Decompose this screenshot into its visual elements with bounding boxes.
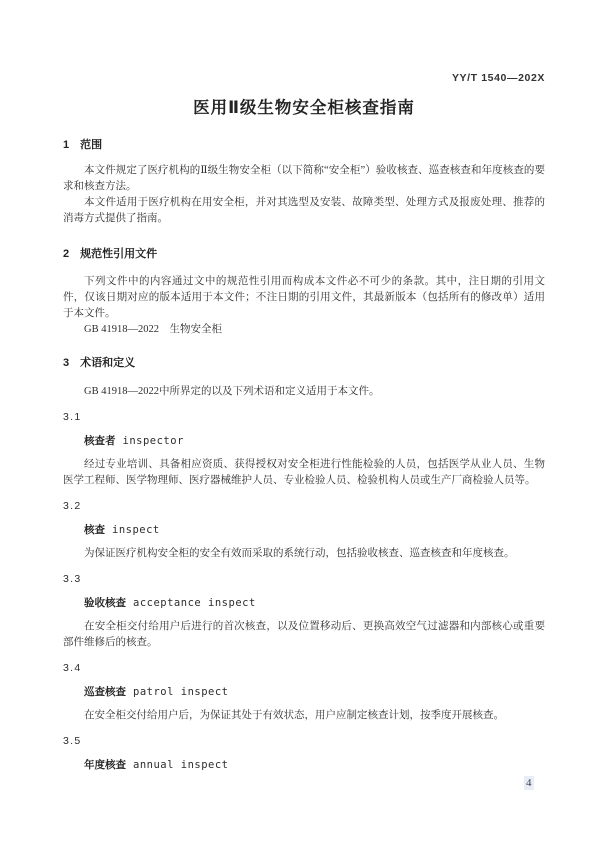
term-english: inspector <box>122 435 184 447</box>
term-clause <box>63 734 545 773</box>
section-heading-label: 规范性引用文件 <box>80 248 158 260</box>
section-number: 3 <box>63 357 70 369</box>
term-chinese: 巡查核查 <box>84 686 126 698</box>
term-clause <box>63 572 545 651</box>
clause-number: 3.5 <box>63 735 82 747</box>
section-number: 2 <box>63 248 70 260</box>
body-paragraph: 本文件规定了医疗机构的Ⅱ级生物安全柜（以下简称“安全柜”）验收核查、巡查核查和年度核查的要求和核查方法。 <box>63 165 545 192</box>
term-english: annual inspect <box>133 759 229 771</box>
term-line <box>63 434 545 449</box>
term-chinese: 验收核查 <box>84 597 126 609</box>
term-line <box>63 758 545 773</box>
clause-number: 3.3 <box>63 573 82 585</box>
term-english: inspect <box>112 524 160 536</box>
term-definition: 在安全柜交付给用户后进行的首次核查，以及位置移动后、更换高效空气过滤器和内部核心或重要部件维修后的核查。 <box>63 621 545 648</box>
terms-intro-paragraph: GB 41918—2022中所界定的以及下列术语和定义适用于本文件。 <box>84 386 380 397</box>
section-heading-label: 范围 <box>80 139 103 151</box>
term-english: acceptance inspect <box>133 597 256 609</box>
term-chinese: 年度核查 <box>84 759 126 771</box>
standard-doc-number: YY/T 1540—202X <box>451 72 545 84</box>
term-line <box>63 523 545 538</box>
page-number: 4 <box>526 777 532 789</box>
term-clause <box>63 410 545 489</box>
term-chinese: 核查者 <box>84 435 116 447</box>
term-clause <box>63 499 545 562</box>
clause-number: 3.1 <box>63 411 82 423</box>
section-heading-terms <box>63 356 545 371</box>
term-definition: 为保证医疗机构安全柜的安全有效而采取的系统行动，包括验收核查、巡查核查和年度核查。 <box>84 548 515 559</box>
term-definition: 在安全柜交付给用户后，为保证其处于有效状态，用户应制定核查计划，按季度开展核查。 <box>84 710 504 721</box>
term-line <box>63 685 545 700</box>
term-clause <box>63 661 545 724</box>
clause-number: 3.2 <box>63 500 82 512</box>
section-heading-scope <box>63 138 545 153</box>
reference-entry: GB 41918—2022 生物安全柜 <box>84 324 222 335</box>
body-paragraph: 本文件适用于医疗机构在用安全柜，并对其选型及安装、故障类型、处理方式及报废处理、推荐的消毒方式提供了指南。 <box>63 197 545 224</box>
section-number: 1 <box>63 139 70 151</box>
term-english: patrol inspect <box>133 686 229 698</box>
clause-number: 3.4 <box>63 662 82 674</box>
body-paragraph: 下列文件中的内容通过文中的规范性引用而构成本文件必不可少的条款。其中，注日期的引用文件，仅该日期对应的版本适用于本文件；不注日期的引用文件，其最新版本（包括所有的修改单）适用于本文件。 <box>63 276 545 319</box>
term-line <box>63 596 545 611</box>
page-title: 医用Ⅱ级生物安全柜核查指南 <box>193 99 415 117</box>
section-heading-label: 术语和定义 <box>80 357 136 369</box>
term-chinese: 核查 <box>84 524 105 536</box>
section-heading-normative-refs <box>63 247 545 262</box>
term-definition: 经过专业培训、具备相应资质、获得授权对安全柜进行性能检验的人员，包括医学从业人员、生物医学工程师、医学物理师、医疗器械维护人员、专业检验人员、检验机构人员或生产厂商检验人员等。 <box>63 459 545 486</box>
